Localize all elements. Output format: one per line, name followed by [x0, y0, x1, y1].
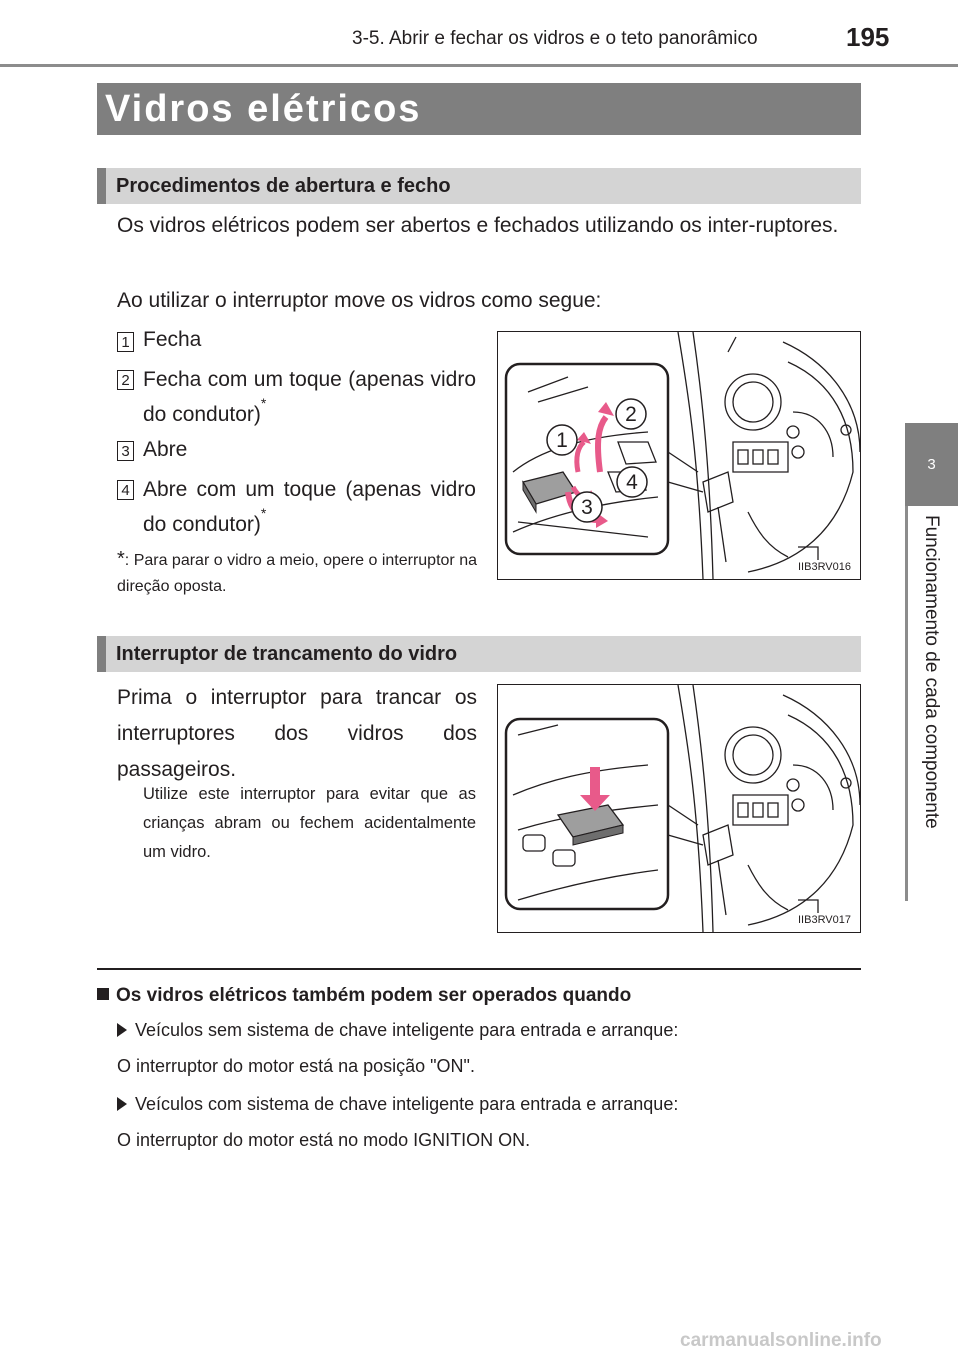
item-text-1-label: Fecha	[143, 328, 202, 351]
item-text-1	[143, 322, 476, 357]
page-title: Vidros elétricos	[97, 83, 861, 135]
item-number-3: 3	[117, 441, 134, 461]
condition-line-1: O interruptor do motor está na posição "ON".	[117, 1056, 475, 1076]
section1-intro: Os vidros elétricos podem ser abertos e fechados utilizando os inter-ruptores.	[117, 214, 839, 237]
figure-code-2: IIB3RV017	[798, 914, 852, 926]
chapter-title: 3-5. Abrir e fechar os vidros e o teto panorâmico	[352, 28, 758, 49]
footnote-mark: *	[117, 548, 125, 570]
watermark: carmanualsonline.info	[680, 1330, 882, 1351]
condition-bullet-2	[117, 1094, 678, 1115]
condition-bullet-1-text: Veículos sem sistema de chave inteligente para entrada e arranque:	[135, 1020, 679, 1040]
item-text-4	[143, 472, 476, 542]
callout-4-label: 4	[626, 471, 638, 494]
item-text-2	[143, 362, 476, 432]
callout-3-label: 3	[581, 496, 593, 519]
asterisk-mark: *	[260, 505, 267, 521]
item-number-4: 4	[117, 480, 134, 500]
note-heading-text: Os vidros elétricos também podem ser operados quando	[116, 985, 632, 1006]
chapter-tab-number: 3	[905, 423, 958, 506]
note-heading	[97, 985, 631, 1007]
condition-line-2: O interruptor do motor está no modo IGNITION ON.	[117, 1130, 531, 1150]
window-switch-illustration	[498, 332, 860, 579]
item-number-2: 2	[117, 370, 134, 390]
lock-switch-illustration	[498, 685, 860, 932]
square-bullet-icon	[97, 988, 109, 1000]
condition-bullet-1	[117, 1020, 678, 1041]
section2-paragraph: Prima o interruptor para trancar os interruptores dos vidros dos passageiros.	[117, 686, 477, 781]
figure-code-1: IIB3RV016	[798, 561, 852, 573]
section2-note: Utilize este interruptor para evitar que as crianças abram ou fechem acidentalmente um vidro.	[143, 785, 476, 861]
item-text-2-label: Fecha com um toque (apenas vidro do condutor)	[143, 368, 476, 426]
section-heading-lock: Interruptor de trancamento do vidro	[97, 636, 861, 672]
item-text-3-label: Abre	[143, 438, 188, 461]
item-text-3	[143, 432, 476, 467]
item-number-1: 1	[117, 332, 134, 352]
triangle-bullet-icon	[117, 1023, 127, 1037]
page-number: 195	[846, 22, 890, 52]
asterisk-mark: *	[260, 395, 267, 411]
triangle-bullet-icon	[117, 1097, 127, 1111]
callout-1-label: 1	[556, 429, 568, 452]
header-rule	[0, 64, 958, 67]
footnote	[117, 546, 477, 600]
section-heading-opening: Procedimentos de abertura e fecho	[97, 168, 861, 204]
condition-bullet-2-text: Veículos com sistema de chave inteligente para entrada e arranque:	[135, 1094, 679, 1114]
chapter-tab-label-text: Funcionamento de cada componente	[921, 515, 942, 829]
callout-2-label: 2	[625, 403, 637, 426]
item-text-4-label: Abre com um toque (apenas vidro do condutor)	[143, 478, 476, 536]
chapter-tab-label	[920, 515, 944, 890]
figure-window-switches	[497, 331, 861, 580]
section1-intro2: Ao utilizar o interruptor move os vidros como segue:	[117, 289, 602, 312]
section-divider	[97, 968, 861, 970]
figure-lock-switch	[497, 684, 861, 933]
footnote-text: : Para parar o vidro a meio, opere o interruptor na direção oposta.	[117, 552, 477, 595]
